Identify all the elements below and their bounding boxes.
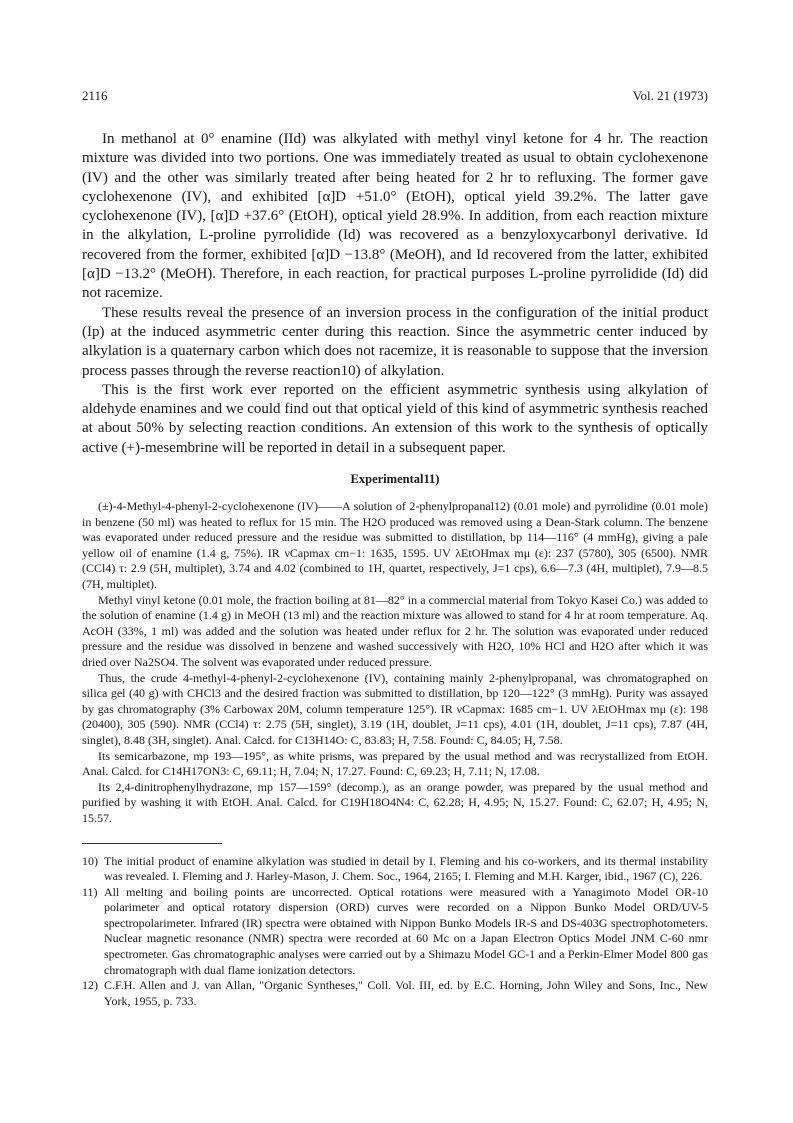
experimental-section (82, 499, 708, 826)
footnote-text: All melting and boiling points are uncorrected. Optical rotations were measured with a Yanagimoto Model OR-10 polarimeter and optical rotatory dispersion (ORD) curves were recorded on a Nippon Bunko Model ORD/UV-5 spectropolarimeter. Infrared (IR) spectra were obtained with Nippon Bunko Models IR-S and DS-403G spectrophotometers. Nuclear magnetic resonance (NMR) spectra were recorded at 60 Mc on a Japan Electron Optics Model JNM C-60 nmr spectrometer. Gas chromatographic analyses were carried out by a Shimazu Model GC-1 and a Perkin-Elmer Model 800 gas chromatograph with dual flame ionization detectors. (104, 884, 708, 977)
footnote-text: The initial product of enamine alkylation was studied in detail by I. Fleming and his co-workers, and its thermal instability was revealed. I. Fleming and J. Harley-Mason, J. Chem. Soc., 1964, 2165; I. Fleming and M.H. Karger, ibid., 1967 (C), 226. (104, 853, 708, 884)
intro-paragraph: This is the first work ever reported on the efficient asymmetric synthesis using alkylation of aldehyde enamines and we could find out that optical yield of this kind of asymmetric synthesis reached at about 50% by selecting reaction conditions. An extension of this work to the synthesis of optically active (+)-mesembrine will be reported in detail in a subsequent paper. (82, 381, 708, 456)
intro-section (82, 130, 708, 458)
footnote-number: 12) (82, 978, 98, 993)
page-header (82, 88, 708, 108)
page-number: 2116 (82, 88, 108, 103)
footnote (82, 885, 708, 979)
intro-paragraph: In methanol at 0° enamine (IId) was alkylated with methyl vinyl ketone for 4 hr. The reaction mixture was divided into two portions. One was immediately treated as usual to obtain cyclohexenone (IV) and the other was similarly treated after being heated for 2 hr to refluxing. The former gave cyclohexenone (IV), and exhibited [α]D +51.0° (EtOH), optical yield 39.2%. The latter gave cyclohexenone (IV), [α]D +37.6° (EtOH), optical yield 28.9%. In addition, from each reaction mixture in the alkylation, L-proline pyrrolidide (Id) was recovered as a benzyloxycarbonyl derivative. Id recovered from the former, exhibited [α]D −13.8° (MeOH), and Id recovered from the latter, exhibited [α]D −13.2° (MeOH). Therefore, in each reaction, for practical purposes L-proline pyrrolidide (Id) did not racemize. (82, 131, 708, 302)
intro-paragraph: These results reveal the presence of an inversion process in the configuration of the initial product (Ip) at the induced asymmetric center during this reaction. Since the asymmetric center induced by alkylation is a quaternary carbon which does not racemize, it is reasonable to suppose that the inversion process passes through the reverse reaction10) of alkylation. (82, 304, 708, 379)
experimental-paragraph: Thus, the crude 4-methyl-4-phenyl-2-cyclohexenone (IV), containing mainly 2-phenylpropanal, was chromatographed on silica gel (40 g) with CHCl3 and the desired fraction was submitted to distillation, bp 120—122° (3 mmHg). Purity was assayed by gas chromatography (3% Carbowax 20M, column temperature 125°). IR νCapmax: 1685 cm−1. UV λEtOHmax mμ (ε): 198 (20400), 305 (590). NMR (CCl4) τ: 2.75 (5H, singlet), 3.19 (1H, doublet, J=11 cps), 4.01 (1H, doublet, J=11 cps), 7.87 (4H, singlet), 8.48 (3H, singlet). Anal. Calcd. for C13H14O: C, 83.83; H, 7.58. Found: C, 84.05; H, 7.58. (82, 670, 708, 747)
page-body (82, 130, 708, 1009)
experimental-heading: Experimental11) (350, 472, 440, 487)
footnote (82, 978, 708, 1009)
experimental-paragraph: Methyl vinyl ketone (0.01 mole, the fraction boiling at 81—82° in a commercial material from Tokyo Kasei Co.) was added to the solution of enamine (1.4 g) in MeOH (13 ml) and the reaction mixture was allowed to stand for 4 hr at room temperature. Aq. AcOH (33%, 1 ml) was added and the solution was heated under reflux for 2 hr. The solution was evaporated under reduced pressure and the residue was dissolved in benzene and washed successively with H2O, 10% HCl and H2O after which it was dried over Na2SO4. The solvent was evaporated under reduced pressure. (82, 592, 708, 669)
volume-label: Vol. 21 (1973) (632, 88, 708, 103)
footnote-text: C.F.H. Allen and J. van Allan, "Organic Syntheses," Coll. Vol. III, ed. by E.C. Horning, John Wiley and Sons, Inc., New York, 1955, p. 733. (104, 978, 708, 1008)
experimental-paragraph: Its semicarbazone, mp 193—195°, as white prisms, was prepared by the usual method and was recrystallized from EtOH. Anal. Calcd. for C14H17ON3: C, 69.11; H, 7.04; N, 17.27. Found: C, 69.23; H, 7.11; N, 17.08. (82, 748, 708, 779)
experimental-paragraph: Its 2,4-dinitrophenylhydrazone, mp 157—159° (decomp.), as an orange powder, was prepared by the usual method and purified by washing it with EtOH. Anal. Calcd. for C19H18O4N4: C, 62.28; H, 4.95; N, 15.27. Found: C, 62.07; H, 4.95; N, 15.57. (82, 779, 708, 825)
footnote-number: 10) (82, 853, 98, 868)
footnote-number: 11) (82, 884, 98, 899)
experimental-paragraph: (±)-4-Methyl-4-phenyl-2-cyclohexenone (IV)——A solution of 2-phenylpropanal12) (0.01 mole) and pyrrolidine (0.01 mole) in benzene (50 ml) was heated to reflux for 15 min. The H2O produced was removed using a Dean-Stark column. The benzene was evaporated under reduced pressure and the residue was submitted to distillation, bp 114—116° (4 mmHg), giving a pale yellow oil of enamine (1.4 g, 75%). IR νCapmax cm−1: 1635, 1595. UV λEtOHmax mμ (ε): 237 (5780), 305 (6500). NMR (CCl4) τ: 2.9 (5H, multiplet), 3.74 and 4.02 (combined to 1H, quartet, respectively, J=1 cps), 6.6—7.3 (4H, multiplet), 7.9—8.5 (7H, multiplet). (82, 499, 708, 592)
footnotes (82, 854, 708, 1010)
footnote (82, 854, 708, 885)
footnote-divider (82, 843, 222, 844)
